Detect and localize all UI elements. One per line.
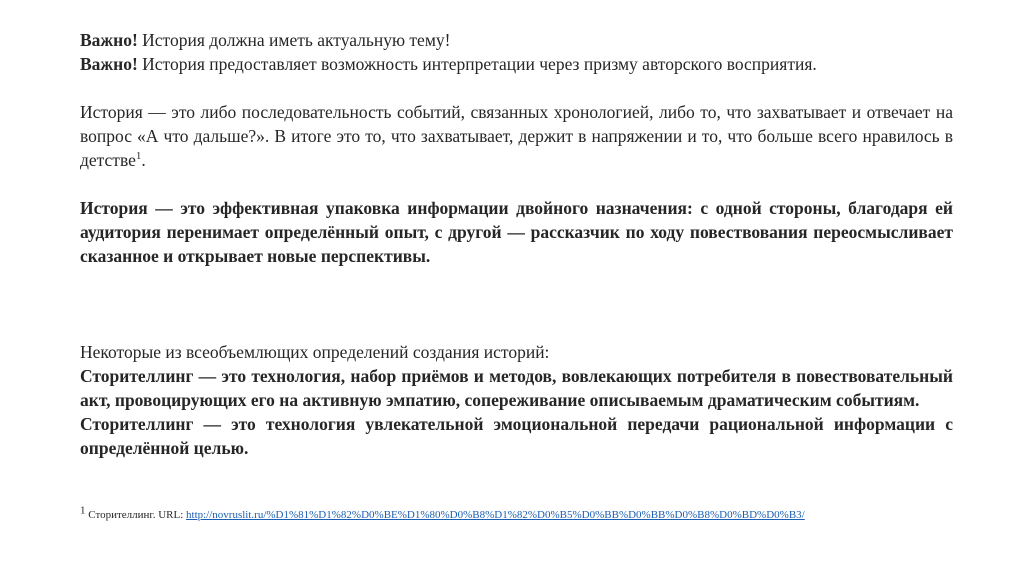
footnote-link[interactable]: http://novruslit.ru/%D1%81%D1%82%D0%BE%D1%80%D0%B8%D1%82%D0%B5%D0%BB%D0%BB%D0%B8%D0%BD%D0%B3/ [186,509,805,521]
story-definition-text: История — это либо последовательность событий, связанных хронологией, либо то, что захватывает и отвечает на вопрос «А что дальше?». В итоге это то, что захватывает, держит в напряжении и то, что больше всего нравилось в детстве [80,102,953,170]
important-line-1 [80,28,953,52]
storytelling-definition-1: Сторителлинг — это технология, набор приёмов и методов, вовлекающих потребителя в повествовательный акт, провоцирующих его на активную эмпатию, сопереживание описываемым драматическим событиям. [80,366,953,410]
spacer [80,268,953,340]
footnote-reference: 1 [135,150,142,163]
important-label: Важно! [80,54,138,74]
important-text-2: История предоставляет возможность интерпретации через призму авторского восприятия. [137,54,817,74]
definitions-intro: Некоторые из всеобъемлющих определений создания историй: [80,342,550,362]
story-packaging-paragraph: История — это эффективная упаковка информации двойного назначения: с одной стороны, благодаря ей аудитория перенимает определённый опыт, с другой — рассказчик по ходу повествования переосмысливает сказанное и открывает новые перспективы. [80,198,953,266]
story-definition-paragraph [80,100,953,172]
spacer [80,172,953,196]
spacer [80,460,953,508]
important-label: Важно! [80,30,138,50]
story-definition-end: . [141,150,146,170]
footnote-label: Сторителлинг. URL: [85,509,187,521]
storytelling-definition-2: Сторителлинг — это технология увлекательной эмоциональной передачи рациональной информации с определённой целью. [80,414,953,458]
important-line-2 [80,52,953,76]
footnote-marker: 1 [80,504,86,517]
slide-content [80,28,953,522]
spacer [80,76,953,100]
important-text-1: История должна иметь актуальную тему! [137,30,451,50]
footnote [80,504,953,522]
